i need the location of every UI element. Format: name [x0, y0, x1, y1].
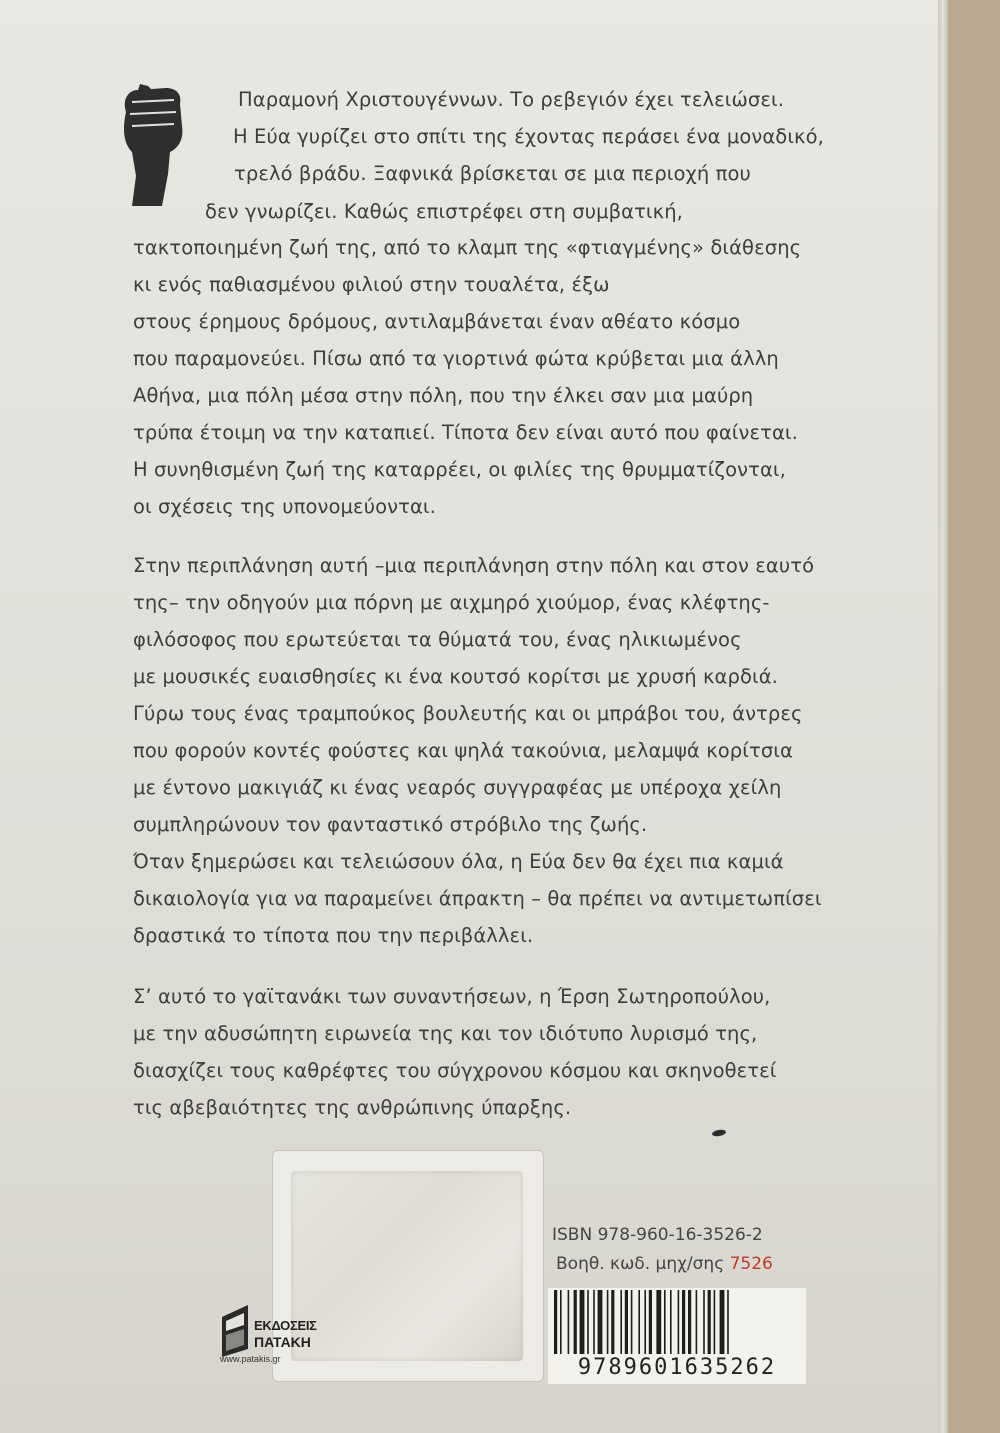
barcode-bar: [611, 1290, 614, 1356]
barcode-bar: [560, 1290, 562, 1356]
blurb-line: Σ’ αυτό το γαϊτανάκι των συναντήσεων, η Έρση Σωτηροπούλου,: [133, 985, 771, 1008]
blurb-line: με την αδυσώπητη ειρωνεία της και τον ιδιότυπο λυρισμό της,: [133, 1022, 758, 1045]
publisher-url: www.patakis.gr: [220, 1354, 281, 1364]
barcode-bar: [638, 1290, 640, 1356]
blurb-line: Αθήνα, μια πόλη μέσα στην πόλη, που την έλκει σαν μια μαύρη: [133, 384, 754, 407]
barcode-bar: [688, 1290, 691, 1356]
barcode-bar: [607, 1290, 609, 1356]
barcode-bar: [620, 1290, 622, 1356]
blurb-line: Όταν ξημερώσει και τελειώσουν όλα, η Εύα δεν θα έχει πια καμιά: [133, 850, 784, 873]
barcode-bar: [670, 1290, 672, 1356]
mechanographic-code: [556, 1254, 773, 1274]
barcode-bar: [625, 1290, 628, 1356]
blurb-line: της– την οδηγούν μια πόρνη με αιχμηρό χιούμορ, ένας κλέφτης-: [133, 591, 770, 614]
book-spine-edge: [938, 0, 948, 1433]
publisher-name-line2: ΠΑΤΑΚΗ: [254, 1334, 311, 1350]
blurb-line: Η συνηθισμένη ζωή της καταρρέει, οι φιλίες της θρυμματίζονται,: [133, 458, 786, 481]
barcode-bar: [678, 1290, 680, 1356]
barcode-number: 9789601635262: [548, 1354, 806, 1382]
barcode-bar: [656, 1290, 661, 1356]
blurb-line: Παραμονή Χριστουγέννων. Το ρεβεγιόν έχει τελειώσει.: [238, 88, 784, 111]
blurb-line: διασχίζει τους καθρέφτες του σύγχρονου κόσμου και σκηνοθετεί: [133, 1059, 777, 1082]
barcode-bar: [587, 1290, 589, 1356]
blurb-line: στους έρημους δρόμους, αντιλαμβάνεται έναν αθέατο κόσμο: [133, 310, 741, 333]
barcode-bar: [696, 1290, 698, 1356]
code-label: Βοηθ. κωδ. μηχ/σης: [556, 1254, 725, 1274]
sticker-residue: [291, 1171, 523, 1361]
barcode-bar: [720, 1290, 725, 1356]
barcode-bar: [727, 1290, 729, 1356]
blurb-line: οι σχέσεις της υπονομεύονται.: [133, 495, 436, 518]
blurb-line: με μουσικές ευαισθησίες κι ένα κουτσό κορίτσι με χρυσή καρδιά.: [133, 665, 778, 688]
barcode-bar: [703, 1290, 705, 1356]
barcode-bar: [598, 1290, 603, 1356]
barcode-bar: [708, 1290, 711, 1356]
blurb-line: κι ενός παθιασμένου φιλιού στην τουαλέτα, έξω: [133, 273, 610, 296]
barcode-bar: [554, 1290, 557, 1356]
blurb-line: Η Εύα γυρίζει στο σπίτι της έχοντας περάσει ένα μοναδικό,: [233, 125, 824, 148]
barcode-bar: [631, 1290, 633, 1356]
blurb-line: Στην περιπλάνηση αυτή –μια περιπλάνηση στην πόλη και στον εαυτό: [133, 554, 815, 577]
blurb-line: που παραμονεύει. Πίσω από τα γιορτινά φώτα κρύβεται μια άλλη: [133, 347, 779, 370]
blurb-line: που φορούν κοντές φούστες και ψηλά τακούνια, μελαμψά κορίτσια: [133, 739, 793, 762]
barcode-bar: [649, 1290, 652, 1356]
code-value: 7526: [729, 1254, 773, 1274]
blurb-line: τακτοποιημένη ζωή της, από το κλαμπ της «φτιαγμένης» διάθεσης: [133, 236, 802, 259]
barcode-bar: [574, 1290, 577, 1356]
barcode-bar: [568, 1290, 570, 1356]
blurb-line: τρελό βράδυ. Ξαφνικά βρίσκεται σε μια περιοχή που: [234, 162, 751, 185]
blurb-line: δικαιολογία για να παραμείνει άπρακτη – θα πρέπει να αντιμετωπίσει: [133, 887, 822, 910]
blurb-line: με έντονο μακιγιάζ κι ένας νεαρός συγγραφέας με υπέροχα χείλη: [133, 776, 782, 799]
blurb-line: δεν γνωρίζει. Καθώς επιστρέφει στη συμβατική,: [205, 200, 683, 223]
blurb-line: δραστικά το τίποτα που την περιβάλλει.: [133, 924, 534, 947]
blurb-line: συμπληρώνουν τον φανταστικό στρόβιλο της ζωής.: [133, 813, 648, 836]
barcode-bar: [580, 1290, 585, 1356]
blurb-line: τις αβεβαιότητες της ανθρώπινης ύπαρξης.: [133, 1096, 572, 1119]
barcode-bar: [682, 1290, 685, 1356]
isbn-label: ISBN 978-960-16-3526-2: [552, 1225, 763, 1245]
barcode-bar: [593, 1290, 595, 1356]
barcode-bar: [644, 1290, 646, 1356]
barcode-bar: [664, 1290, 666, 1356]
publisher-name-line1: ΕΚΔΟΣΕΙΣ: [254, 1318, 317, 1333]
blurb-line: τρύπα έτοιμη να την καταπιεί. Τίποτα δεν είναι αυτό που φαίνεται.: [133, 421, 798, 444]
blurb-line: φιλόσοφος που ερωτεύεται τα θύματά του, ένας ηλικιωμένος: [133, 628, 742, 651]
barcode-bar: [714, 1290, 716, 1356]
blurb-line: Γύρω τους ένας τραμπούκος βουλευτής και οι μπράβοι του, άντρες: [133, 702, 803, 725]
